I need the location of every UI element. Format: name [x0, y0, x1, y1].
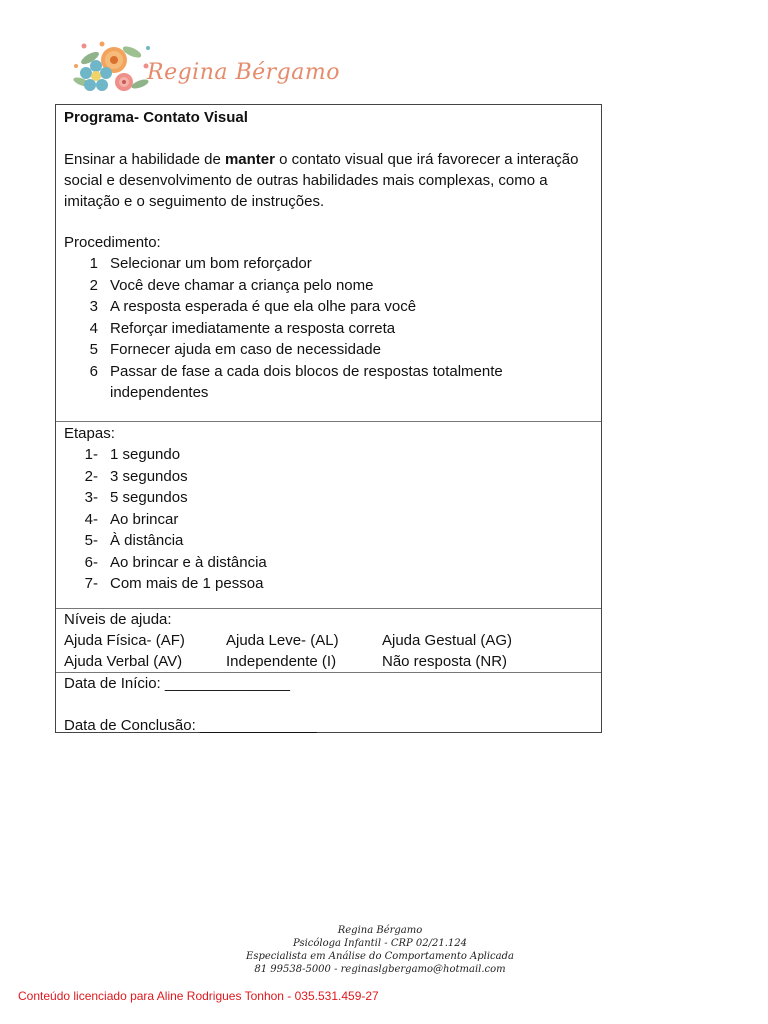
list-item: 3- 5 segundos	[84, 489, 188, 506]
start-date: Data de Início: _______________	[64, 675, 291, 692]
help-row	[64, 651, 593, 672]
help-item: Ajuda Física- (AF)	[64, 632, 185, 649]
stages-list	[64, 444, 593, 594]
footer-name: Regina Bérgamo	[337, 925, 423, 936]
end-date: Data de Conclusão: ______________	[64, 717, 317, 734]
help-item: Ajuda Leve- (AL)	[226, 632, 339, 649]
stages-label: Etapas:	[64, 425, 115, 442]
help-levels-label: Níveis de ajuda:	[64, 611, 172, 628]
help-levels-section	[56, 609, 601, 673]
help-item: Ajuda Gestual (AG)	[382, 632, 513, 649]
list-item: 2 Você deve chamar a criança pelo nome	[89, 276, 374, 294]
help-item: Independente (I)	[226, 653, 337, 670]
list-item: 4- Ao brincar	[84, 510, 179, 528]
program-section	[56, 105, 601, 422]
license-notice: Conteúdo licenciado para Aline Rodrigues Tonhon - 035.531.459-27	[18, 989, 379, 1003]
footer	[180, 924, 580, 976]
list-item: 5- À distância	[84, 532, 184, 549]
dates-section	[56, 673, 601, 732]
stages-section	[56, 422, 601, 609]
logo-text: Regina Bérgamo	[147, 60, 340, 85]
help-item: Ajuda Verbal (AV)	[64, 653, 183, 670]
procedure-list	[64, 253, 593, 403]
list-item: 2- 3 segundos	[84, 467, 188, 485]
list-item: 5 Fornecer ajuda em caso de necessidade	[89, 341, 381, 358]
list-item: 6 Passar de fase a cada dois blocos de respostas totalmente independentes	[89, 362, 503, 401]
list-item: 6- Ao brincar e à distância	[84, 553, 267, 571]
list-item: 7- Com mais de 1 pessoa	[84, 575, 264, 592]
footer-title: Psicóloga Infantil - CRP 02/21.124	[293, 938, 467, 949]
list-item: 4 Reforçar imediatamente a resposta correta	[89, 319, 396, 337]
intro-after: o contato visual que irá favorecer a interação social e desenvolvimento de outras habilidades mais complexas, como a imitação e o seguimento de instruções.	[64, 151, 579, 210]
intro-bold: manter	[224, 151, 275, 168]
procedure-label: Procedimento:	[64, 234, 161, 251]
footer-specialty: Especialista em Análise do Comportamento Aplicada	[246, 951, 514, 962]
program-title: Programa- Contato Visual	[64, 109, 248, 126]
help-row	[64, 630, 593, 651]
help-item: Não resposta (NR)	[382, 653, 508, 670]
program-box	[55, 104, 602, 733]
footer-contact: 81 99538-5000 - reginaslgbergamo@hotmail.com	[254, 964, 506, 975]
list-item: 1 Selecionar um bom reforçador	[89, 255, 312, 272]
list-item: 1- 1 segundo	[84, 446, 181, 463]
program-intro	[64, 149, 593, 212]
intro-before: Ensinar a habilidade de	[64, 151, 225, 168]
list-item: 3 A resposta esperada é que ela olhe para você	[89, 298, 417, 315]
